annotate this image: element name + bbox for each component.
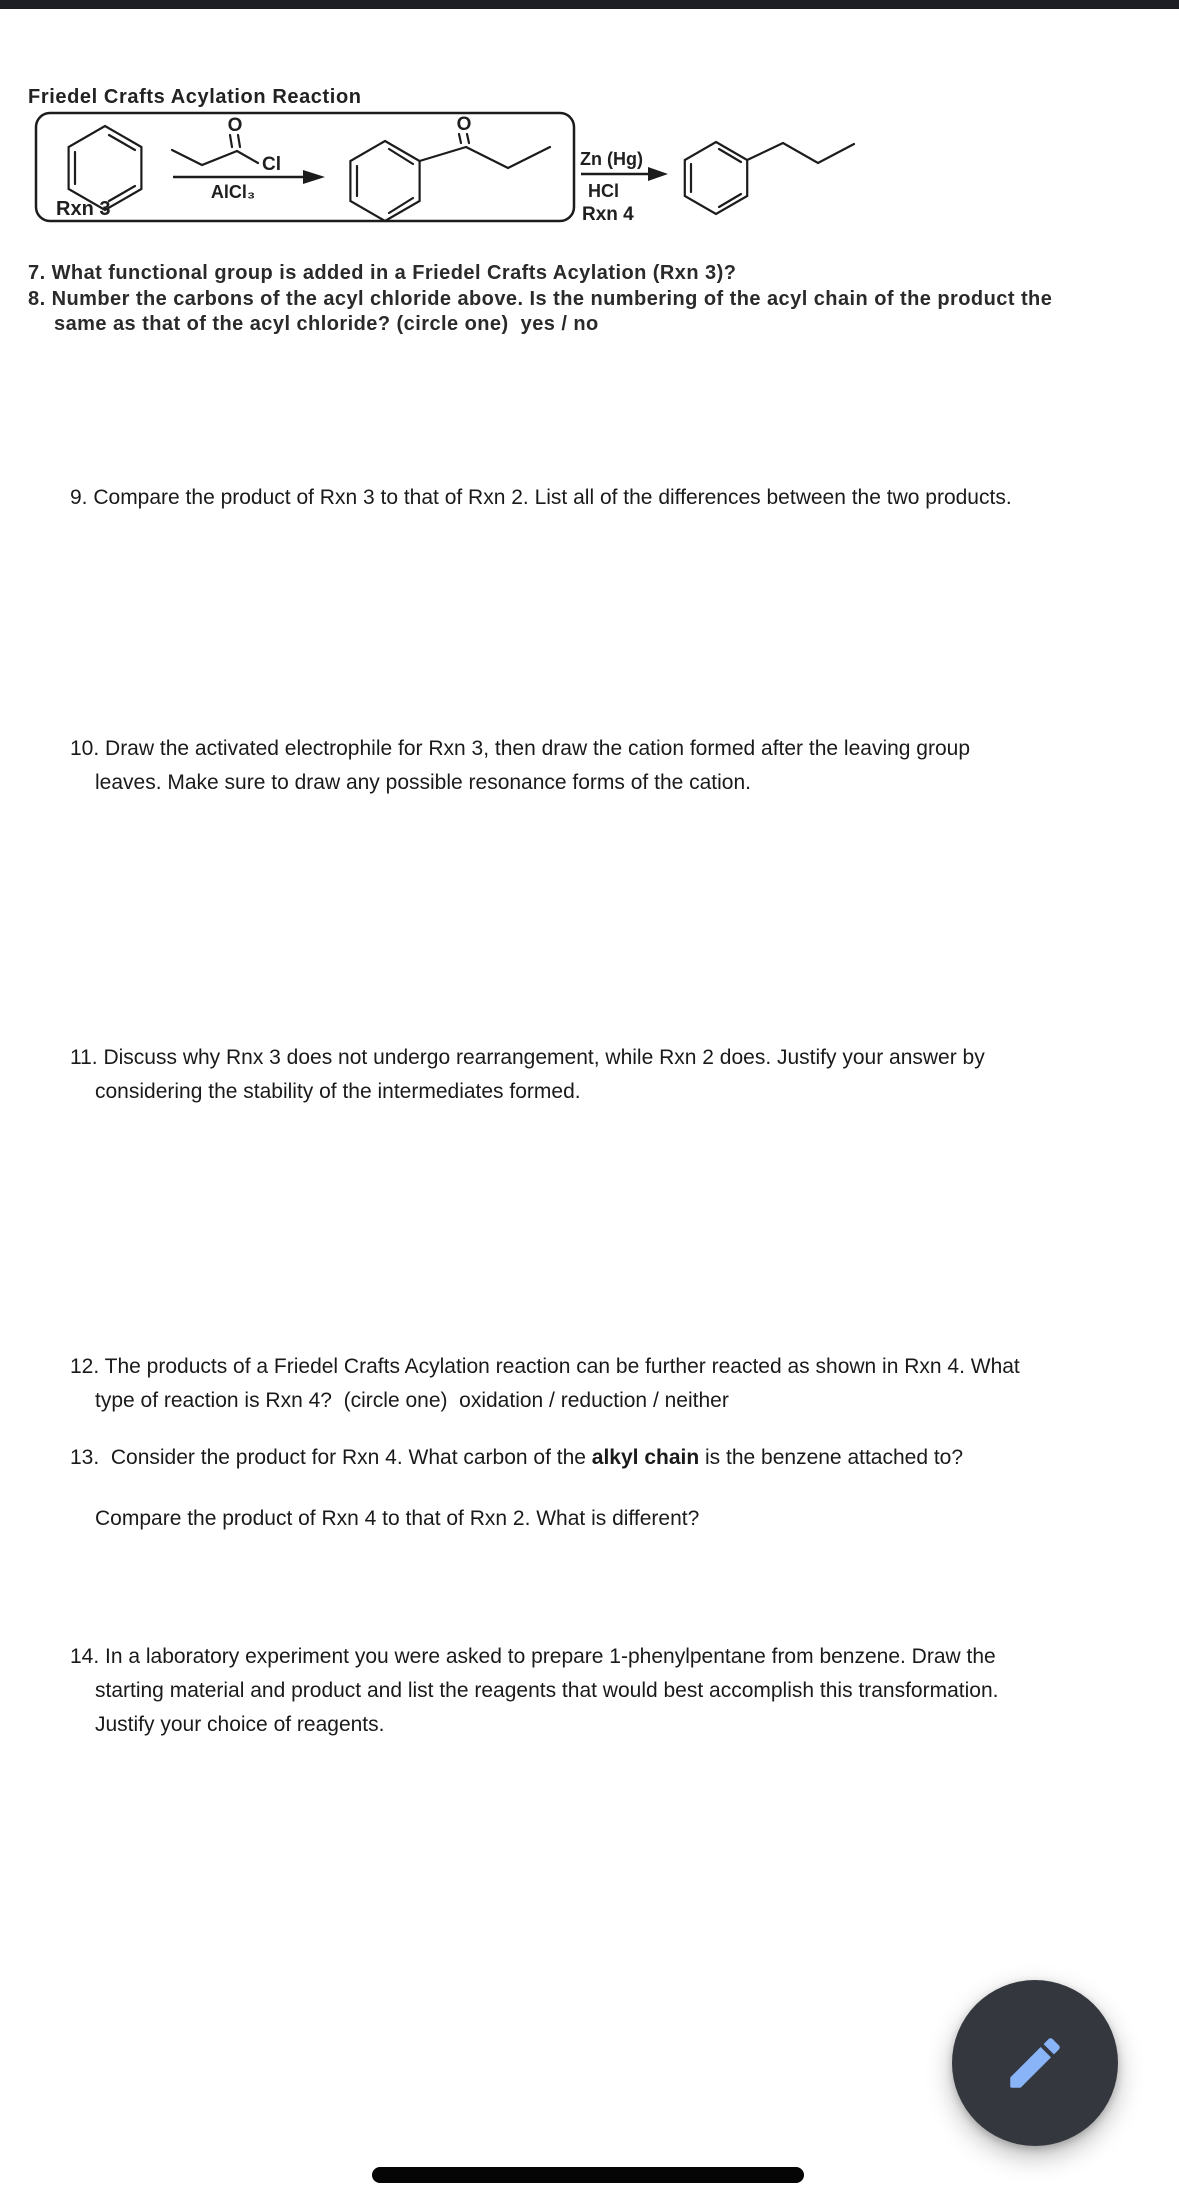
status-bar [0,0,1179,9]
question-12-line1: 12. The products of a Friedel Crafts Acylation reaction can be further reacted as shown in Rxn 4. What [70,1355,1020,1378]
question-7: 7. What functional group is added in a Friedel Crafts Acylation (Rxn 3)? [28,262,737,284]
question-14-line3: Justify your choice of reagents. [95,1713,385,1736]
page-title: Friedel Crafts Acylation Reaction [28,86,362,108]
question-13-pre: 13. Consider the product for Rxn 4. What carbon of the [70,1446,592,1469]
question-14-line2: starting material and product and list the reagents that would best accomplish this transformation. [95,1679,999,1702]
question-8-line2: same as that of the acyl chloride? (circle one) yes / no [54,313,599,335]
reaction-box [36,113,574,221]
question-9: 9. Compare the product of Rxn 3 to that of Rxn 2. List all of the differences between the two products. [70,486,1012,509]
acyl-chloride-structure [172,135,258,165]
question-10-line1: 10. Draw the activated electrophile for Rxn 3, then draw the cation formed after the leaving group [70,737,971,760]
pencil-icon [1002,2030,1068,2096]
catalyst-label: AlCl₃ [210,182,256,202]
question-14-line1: 14. In a laboratory experiment you were asked to prepare 1-phenylpentane from benzene. Draw the [70,1645,996,1668]
propylbenzene-structure [685,142,854,214]
question-11-line1: 11. Discuss why Rnx 3 does not undergo rearrangement, while Rxn 2 does. Justify your answer by [70,1046,985,1069]
reaction-scheme [0,108,1179,234]
acyl-chlorine-label: Cl [262,154,281,175]
question-11-line2: considering the stability of the intermediates formed. [95,1080,581,1103]
question-13-line1 [70,1446,963,1470]
question-12-line2: type of reaction is Rxn 4? (circle one) oxidation / reduction / neither [95,1389,729,1412]
rxn4-label: Rxn 4 [582,204,634,225]
ketone-product-structure [350,134,550,221]
question-13-bold: alkyl chain [591,1446,700,1469]
question-10-line2: leaves. Make sure to draw any possible resonance forms of the cation. [95,771,752,794]
rxn4-arrow [581,167,668,181]
edit-button[interactable] [952,1980,1118,2146]
ketone-oxygen-label: O [456,114,472,135]
rxn3-label: Rxn 3 [56,198,111,220]
question-13-post: is the benzene attached to? [699,1446,964,1469]
rxn4-reagent-bottom-label: HCl [588,181,619,201]
home-indicator[interactable] [372,2167,804,2183]
question-13-line2: Compare the product of Rxn 4 to that of Rxn 2. What is different? [95,1507,700,1530]
acyl-oxygen-label: O [227,115,243,136]
question-8-line1: 8. Number the carbons of the acyl chloride above. Is the numbering of the acyl chain of the product the [28,288,1053,310]
rxn4-reagent-top-label: Zn (Hg) [580,149,643,169]
